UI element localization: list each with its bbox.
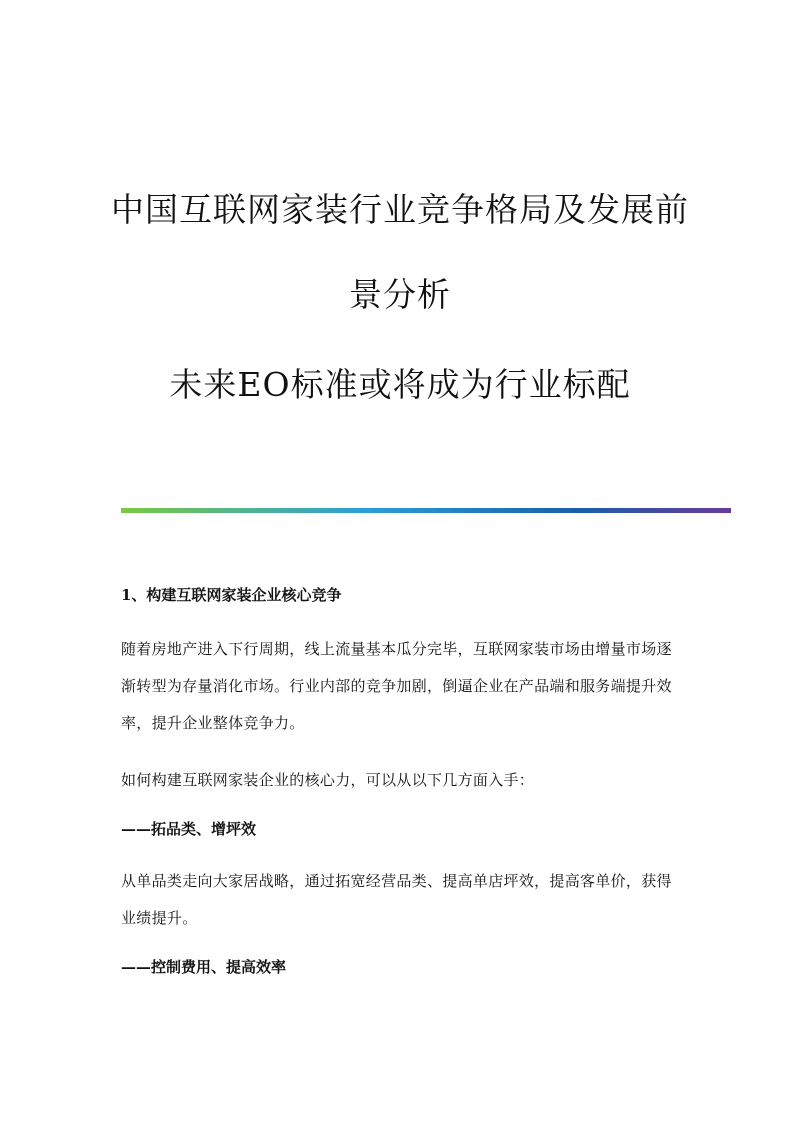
sub-heading: ——拓品类、增坪效 [121,820,257,838]
document-body [121,583,681,1001]
section-heading: 1、构建互联网家装企业核心竞争 [121,586,342,604]
sub-heading: ——控制费用、提高效率 [121,958,287,976]
body-paragraph: 从单品类走向大家居战略，通过拓宽经营品类、提高单店坪效，提高客单价，获得业绩提升。 [121,872,672,927]
gradient-divider [121,508,731,513]
body-paragraph: 随着房地产进入下行周期，线上流量基本瓜分完毕，互联网家装市场由增量市场逐渐转型为存量消化市场。行业内部的竞争加剧，倒逼企业在产品端和服务端提升效率，提升企业整体竞争力。 [121,640,672,732]
body-paragraph: 如何构建互联网家装企业的核心力，可以从以下几方面入手： [121,771,535,789]
document-title-line-1: 中国互联网家装行业竞争格局及发展前 [111,190,689,229]
document-title-line-2: 景分析 [349,275,451,314]
document-subtitle: 未来EO标准或将成为行业标配 [169,365,631,404]
